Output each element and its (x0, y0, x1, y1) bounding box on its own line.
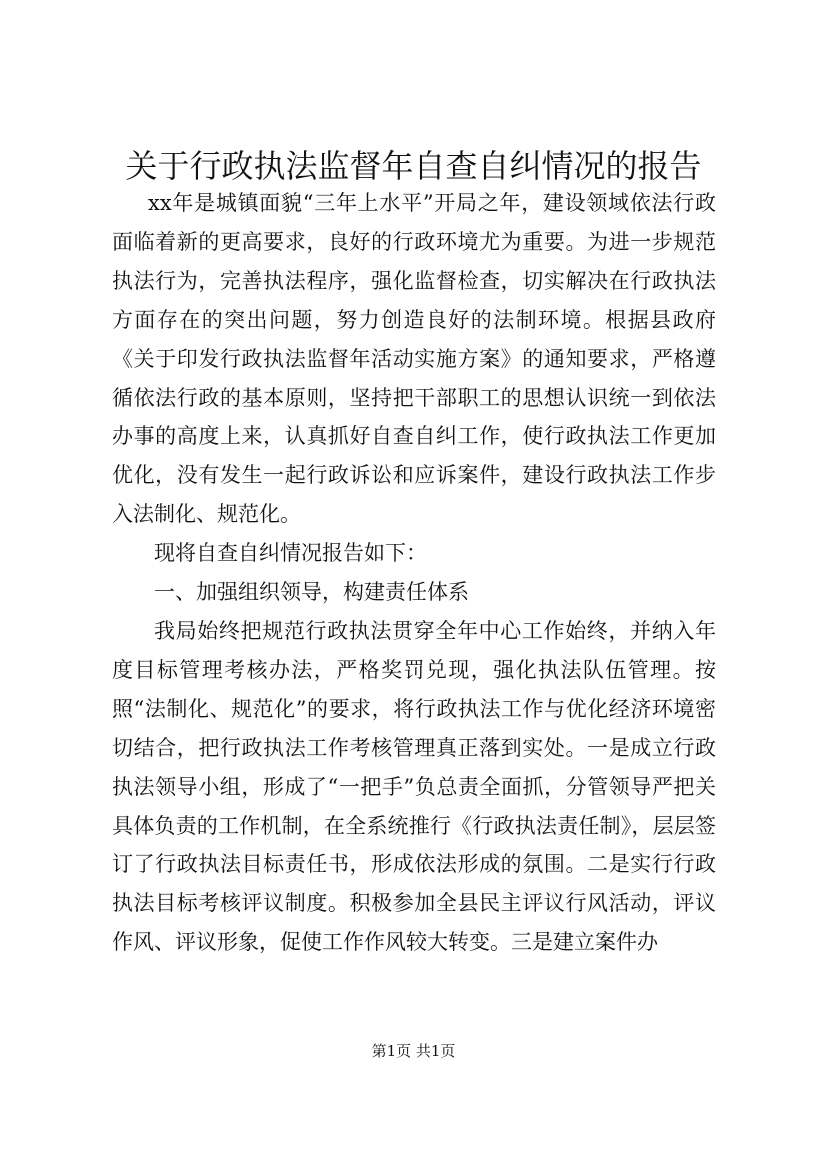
paragraph-report-intro: 现将自查自纠情况报告如下： (154, 541, 427, 566)
paragraph-section-1: 我局始终把规范行政执法贯穿全年中心工作始终，并纳入年度目标管理考核办法，严格奖罚兑现，强化执法队伍管理。按照“法制化、规范化”的要求，将行政执法工作与优化经济环境密切结合，把行政执法工作考核管理真正落到实处。一是成立行政执法领导小组，形成了“一把手”负总责全面抓，分管领导严把关具体负责的工作机制，在全系统推行《行政执法责任制》，层层签订了行政执法目标责任书，形成依法形成的氛围。二是实行行政执法目标考核评议制度。积极参加全县民主评议行风活动，评议作风、评议形象，促使工作作风较大转变。三是建立案件办 (112, 618, 716, 955)
section-heading-1: 一、加强组织领导，构建责任体系 (154, 580, 469, 605)
paragraph-intro: xx年是城镇面貌“三年上水平”开局之年，建设领域依法行政面临着新的更高要求，良好的行政环境尤为重要。为进一步规范执法行为，完善执法程序，强化监督检查，切实解决在行政执法方面存在的突出问题，努力创造良好的法制环境。根据县政府《关于印发行政执法监督年活动实施方案》的通知要求，严格遵循依法行政的基本原则，坚持把干部职工的思想认识统一到依法办事的高度上来，认真抓好自查自纠工作，使行政执法工作更加优化，没有发生一起行政诉讼和应诉案件，建设行政执法工作步入法制化、规范化。 (112, 191, 716, 527)
document-title: 关于行政执法监督年自查自纠情况的报告 (125, 147, 702, 185)
page-footer: 第1页 共1页 (371, 1042, 456, 1060)
document-body (112, 184, 716, 962)
